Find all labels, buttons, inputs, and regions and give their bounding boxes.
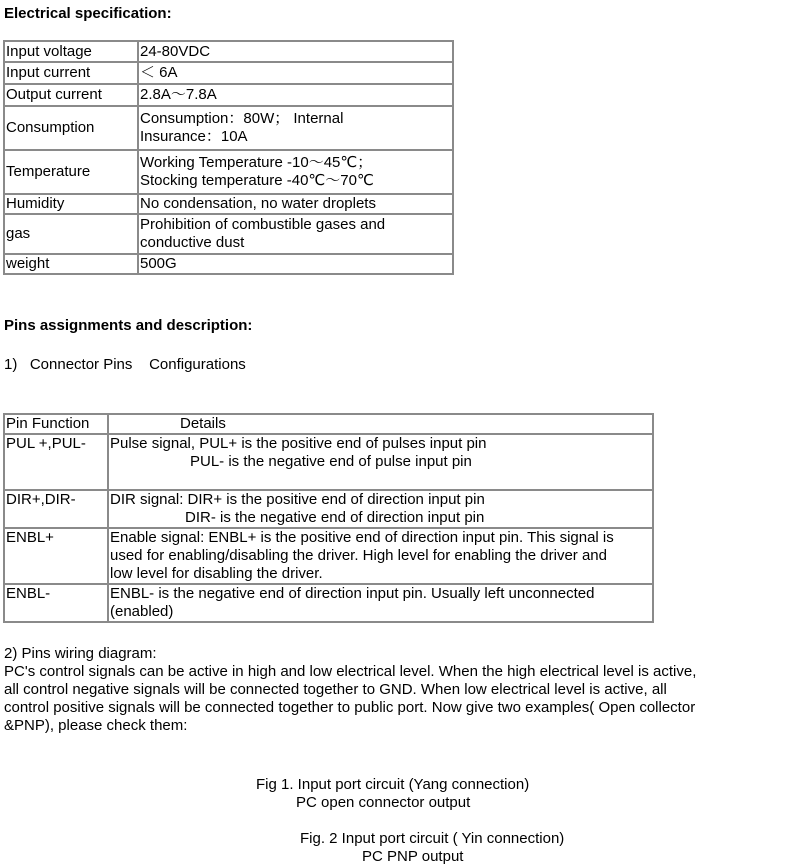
spec-key: Temperature	[4, 150, 138, 194]
pin-key: ENBL+	[4, 528, 108, 584]
table-row	[4, 214, 453, 254]
table-row	[4, 528, 653, 584]
table-row	[4, 84, 453, 106]
pins-heading: Pins assignments and description:	[4, 317, 253, 334]
wiring-paragraph: PC's control signals can be active in high and low electrical level. When the high electrical level is active, all control negative signals will be connected together to GND. When low electrical level is active, all control positive signals will be connected together to public port. Now give two examples( Open collector &PNP), please check them:	[4, 663, 697, 734]
table-row	[4, 434, 653, 490]
spec-key: weight	[4, 254, 138, 274]
table-row	[4, 106, 453, 150]
pins-table	[3, 413, 654, 623]
spec-key: Input current	[4, 62, 138, 84]
pin-key: ENBL-	[4, 584, 108, 622]
wiring-heading: 2) Pins wiring diagram:	[4, 645, 157, 662]
pins-header-details: Details	[108, 414, 653, 434]
spec-value: 24-80VDC	[138, 41, 453, 62]
spec-key: Consumption	[4, 106, 138, 150]
table-row	[4, 194, 453, 214]
pin-details: Pulse signal, PUL+ is the positive end of pulses input pin PUL- is the negative end of pulse input pin	[108, 434, 653, 490]
electrical-spec-heading: Electrical specification:	[4, 5, 172, 22]
spec-value: 2.8A～7.8A	[138, 84, 453, 106]
pin-details: Enable signal: ENBL+ is the positive end of direction input pin. This signal is used for enabling/disabling the driver. High level for enabling the driver and low level for disabling the driver.	[108, 528, 653, 584]
figure-1-caption: Fig 1. Input port circuit (Yang connection) PC open connector output	[256, 776, 530, 811]
pins-subheading: 1) Connector Pins Configurations	[4, 356, 246, 373]
pins-header-function: Pin Function	[4, 414, 108, 434]
pin-key: DIR+,DIR-	[4, 490, 108, 528]
spec-value: Prohibition of combustible gases and conductive dust	[138, 214, 453, 254]
table-row	[4, 414, 653, 434]
spec-value: Consumption：80W； Internal Insurance：10A	[138, 106, 453, 150]
pin-details: ENBL- is the negative end of direction input pin. Usually left unconnected (enabled)	[108, 584, 653, 622]
spec-value: 500G	[138, 254, 453, 274]
table-row	[4, 62, 453, 84]
figure-2-caption: Fig. 2 Input port circuit ( Yin connection) PC PNP output	[300, 830, 565, 865]
table-row	[4, 254, 453, 274]
spec-value: Working Temperature -10～45℃； Stocking temperature -40℃～70℃	[138, 150, 453, 194]
table-row	[4, 150, 453, 194]
spec-key: Output current	[4, 84, 138, 106]
spec-key: gas	[4, 214, 138, 254]
table-row	[4, 584, 653, 622]
spec-key: Input voltage	[4, 41, 138, 62]
spec-value: No condensation, no water droplets	[138, 194, 453, 214]
spec-value: ＜ 6A	[138, 62, 453, 84]
table-row	[4, 41, 453, 62]
electrical-spec-table	[3, 40, 454, 275]
table-row	[4, 490, 653, 528]
pin-details: DIR signal: DIR+ is the positive end of direction input pin DIR- is the negative end of direction input pin	[108, 490, 653, 528]
spec-key: Humidity	[4, 194, 138, 214]
pin-key: PUL +,PUL-	[4, 434, 108, 490]
